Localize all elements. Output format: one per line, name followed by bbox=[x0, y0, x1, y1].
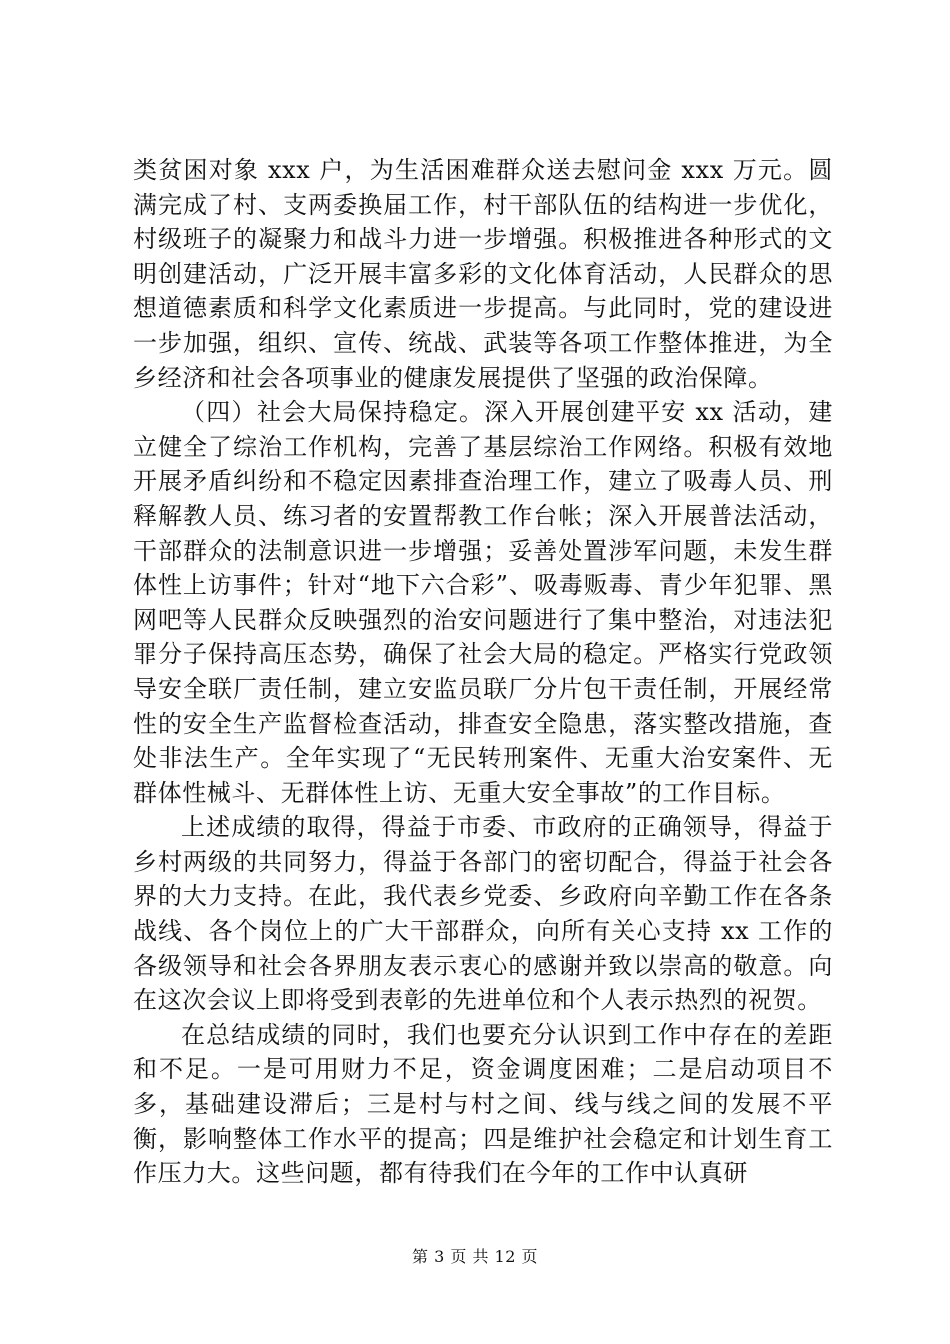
paragraph-continuation: 类贫困对象 xxx 户，为生活困难群众送去慰问金 xxx 万元。圆满完成了村、支两委换届工作，村干部队伍的结构进一步优化，村级班子的凝聚力和战斗力进一步增强。积极推进各种形式的文明创建活动，广泛开展丰富多彩的文化体育活动，人民群众的思想道德素质和科学文化素质进一步提高。与此同时，党的建设进一步加强，组织、宣传、统战、武装等各项工作整体推进，为全乡经济和社会各项事业的健康发展提供了坚强的政治保障。 bbox=[133, 156, 833, 392]
paragraph-shortcomings: 在总结成绩的同时，我们也要充分认识到工作中存在的差距和不足。一是可用财力不足，资金调度困难；二是启动项目不多，基础建设滞后；三是村与村之间、线与线之间的发展不平衡，影响整体工作水平的提高；四是维护社会稳定和计划生育工作压力大。这些问题，都有待我们在今年的工作中认真研 bbox=[133, 1020, 833, 1188]
document-body bbox=[133, 153, 833, 1191]
paragraph-acknowledgements: 上述成绩的取得，得益于市委、市政府的正确领导，得益于乡村两级的共同努力，得益于各部门的密切配合，得益于社会各界的大力支持。在此，我代表乡党委、乡政府向辛勤工作在各条战线、各个岗位上的广大干部群众，向所有关心支持 xx 工作的各级领导和社会各界朋友表示衷心的感谢并致以崇高的敬意。向在这次会议上即将受到表彰的先进单位和个人表示热烈的祝贺。 bbox=[133, 813, 833, 1015]
paragraph-social-stability: （四）社会大局保持稳定。深入开展创建平安 xx 活动，建立健全了综治工作机构，完善了基层综治工作网络。积极有效地开展矛盾纠纷和不稳定因素排查治理工作，建立了吸毒人员、刑释解教人员、练习者的安置帮教工作台帐；深入开展普法活动，干部群众的法制意识进一步增强；妥善处置涉军问题，未发生群体性上访事件；针对“地下六合彩”、吸毒贩毒、青少年犯罪、黑网吧等人民群众反映强烈的治安问题进行了集中整治，对违法犯罪分子保持高压态势，确保了社会大局的稳定。严格实行党政领导安全联厂责任制，建立安监员联厂分片包干责任制，开展经常性的安全生产监督检查活动，排查安全隐患，落实整改措施，查处非法生产。全年实现了“无民转刑案件、无重大治安案件、无群体性械斗、无群体性上访、无重大安全事故”的工作目标。 bbox=[133, 398, 833, 807]
page-footer: 第 3 页 共 12 页 bbox=[412, 1247, 538, 1266]
